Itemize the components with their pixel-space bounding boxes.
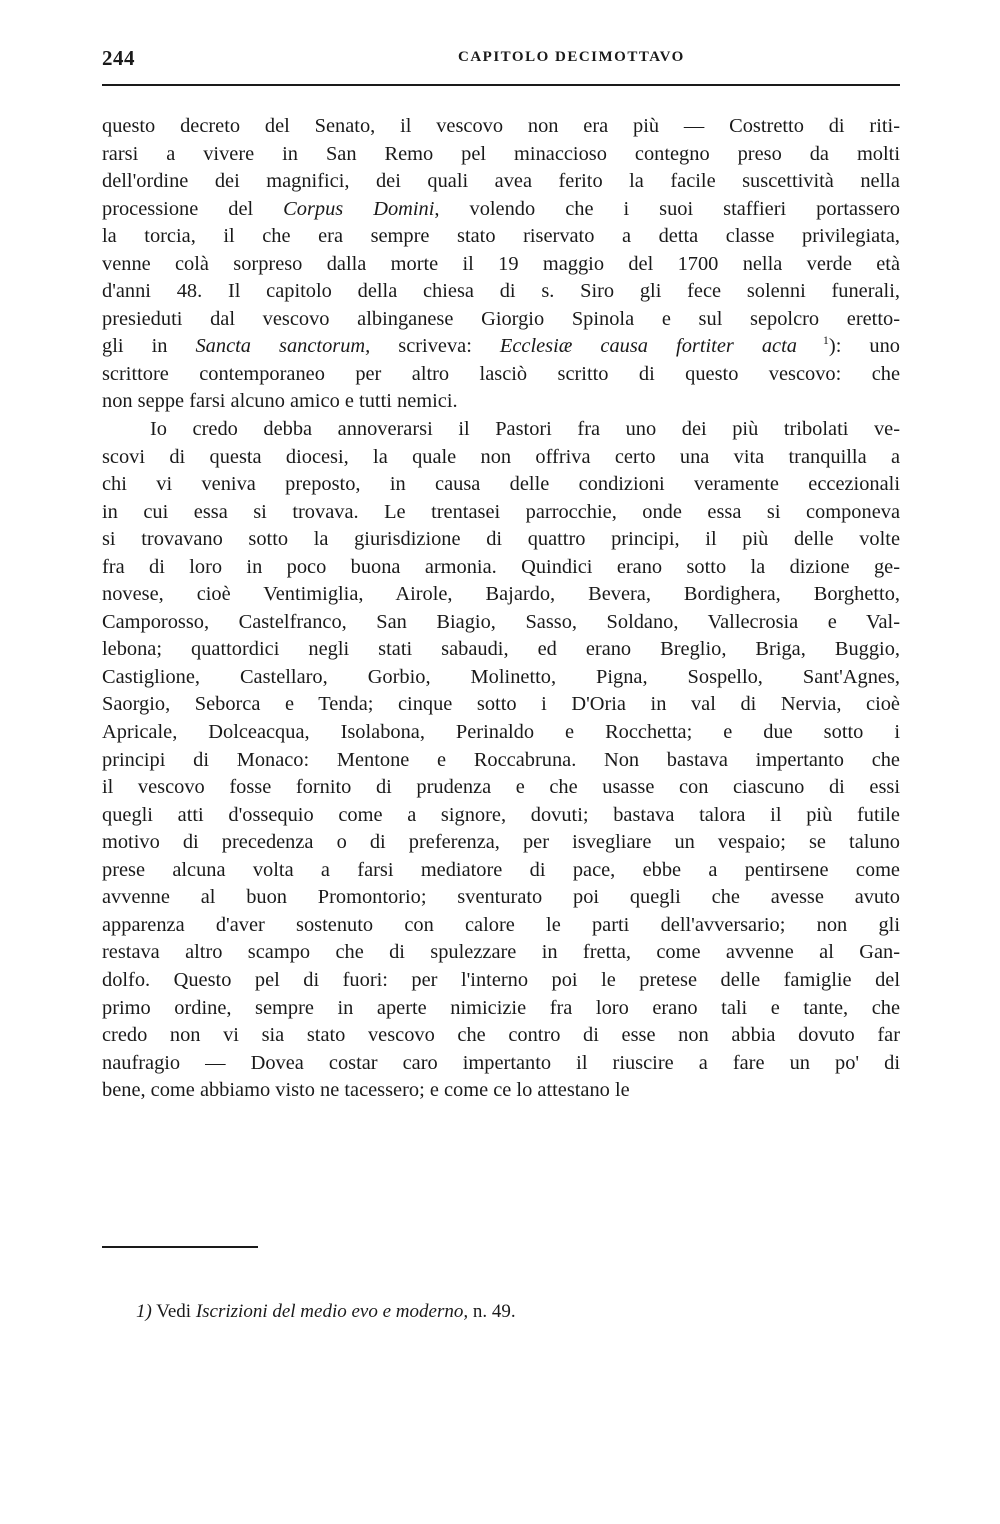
text-line [102, 967, 900, 995]
text-segment: dell'ordine dei magnifici, dei quali avea ferito la facile suscettività nella [102, 170, 900, 193]
text-line [102, 251, 900, 279]
text-segment: Apricale, Dolceacqua, Isolabona, Perinaldo e Rocchetta; e due sotto i [102, 721, 900, 744]
text-segment: primo ordine, sempre in aperte nimicizie fra loro erano tali e tante, che [102, 996, 900, 1019]
text-line [102, 609, 900, 637]
text-segment: lebona; quattordici negli stati sabaudi, ed erano Breglio, Briga, Buggio, [102, 638, 900, 661]
text-segment: chi vi veniva preposto, in causa delle condizioni veramente eccezionali [102, 473, 900, 496]
text-segment: Castiglione, Castellaro, Gorbio, Molinetto, Pigna, Sospello, Sant'Agnes, [102, 665, 900, 688]
text-segment: prese alcuna volta a farsi mediatore di pace, ebbe a pentirsene come [102, 858, 900, 881]
text-segment: presieduti dal vescovo albinganese Giorgio Spinola e sul sepolcro eretto- [102, 307, 900, 330]
text-segment: il vescovo fosse fornito di prudenza e che usasse con ciascuno di essi [102, 776, 900, 799]
text-line [102, 802, 900, 830]
text-line [102, 168, 900, 196]
text-line [102, 333, 900, 361]
paragraph [102, 113, 900, 416]
text-line [102, 829, 900, 857]
text-line [102, 747, 900, 775]
text-segment: ): uno [828, 335, 901, 358]
text-line [102, 1022, 900, 1050]
text-line [102, 196, 900, 224]
text-line [102, 995, 900, 1023]
text-line [102, 416, 900, 444]
text-segment: non seppe farsi alcuno amico e tutti nemici. [102, 390, 458, 413]
text-line [102, 884, 900, 912]
text-segment: scovi di questa diocesi, la quale non offriva certo una vita tranquilla a [102, 445, 900, 468]
italic-text: Sancta sanctorum, [195, 335, 371, 358]
text-segment: naufragio — Dovea costar caro impertanto il riuscire a fare un po' di [102, 1051, 900, 1074]
text-line [102, 113, 900, 141]
text-line [102, 471, 900, 499]
header-rule [102, 84, 900, 86]
text-segment: scrittore contemporaneo per altro lasciò scritto di questo vescovo: che [102, 362, 900, 385]
text-segment: Camporosso, Castelfranco, San Biagio, Sasso, Soldano, Vallecrosia e Val- [102, 610, 900, 633]
text-line [102, 691, 900, 719]
footnote-rule [102, 1246, 258, 1248]
page-number: 244 [102, 46, 135, 70]
running-head: CAPITOLO DECIMOTTAVO [458, 49, 685, 65]
text-segment: , volendo che i suoi staffieri portassero [434, 197, 900, 220]
text-line [102, 581, 900, 609]
text-segment: questo decreto del Senato, il vescovo non era più — Costretto di riti- [102, 115, 900, 137]
text-segment: apparenza d'aver sostenuto con calore le parti dell'avversario; non gli [102, 913, 900, 936]
paragraph [102, 416, 900, 1105]
italic-text: Ecclesiæ causa fortiter acta [499, 335, 797, 358]
text-line [102, 636, 900, 664]
body-text [102, 113, 900, 1105]
footnote-text-after: n. 49. [468, 1301, 516, 1322]
text-line [102, 719, 900, 747]
text-line [102, 526, 900, 554]
text-segment: quegli atti d'ossequio come a signore, dovuti; bastava talora il più futile [102, 803, 900, 826]
text-segment: in cui essa si trovava. Le trentasei parrocchie, onde essa si componeva [102, 500, 900, 523]
footnote-ref: 1 [796, 333, 829, 348]
text-line [102, 857, 900, 885]
text-segment: rarsi a vivere in San Remo pel minaccioso contegno preso da molti [102, 142, 900, 165]
text-segment: gli in [102, 335, 196, 358]
text-segment: Saorgio, Seborca e Tenda; cinque sotto i D'Oria in val di Nervia, cioè [102, 693, 900, 716]
text-segment: venne colà sorpreso dalla morte il 19 maggio del 1700 nella verde età [102, 252, 900, 275]
text-segment: bene, come abbiamo visto ne tacessero; e come ce lo attestano le [102, 1079, 630, 1102]
footnote-text-before: Vedi [151, 1301, 196, 1322]
text-line [102, 388, 900, 416]
text-segment: motivo di precedenza o di preferenza, per isvegliare un vespaio; se taluno [102, 831, 900, 854]
text-line [102, 499, 900, 527]
text-segment: scriveva: [370, 335, 500, 358]
footnote-marker: 1) [136, 1301, 152, 1322]
text-segment: novese, cioè Ventimiglia, Airole, Bajardo, Bevera, Bordighera, Borghetto, [102, 583, 900, 606]
text-line [102, 554, 900, 582]
text-line [102, 912, 900, 940]
text-segment: la torcia, il che era sempre stato riservato a detta classe privilegiata, [102, 225, 900, 248]
text-segment: processione del [102, 197, 284, 220]
text-segment: dolfo. Questo pel di fuori: per l'interno poi le pretese delle famiglie del [102, 968, 900, 991]
text-segment: Io credo debba annoverarsi il Pastori fra uno dei più tribolati ve- [150, 418, 900, 441]
text-line [102, 1077, 900, 1105]
text-line [102, 1050, 900, 1078]
text-line [102, 774, 900, 802]
footnote [136, 1300, 516, 1324]
text-line [102, 306, 900, 334]
text-line [102, 141, 900, 169]
text-segment: si trovavano sotto la giurisdizione di quattro principi, il più delle volte [102, 528, 900, 551]
page-header [102, 46, 900, 78]
text-line [102, 361, 900, 389]
text-line [102, 444, 900, 472]
text-line [102, 278, 900, 306]
text-segment: d'anni 48. Il capitolo della chiesa di s. Siro gli fece solenni funerali, [102, 280, 900, 303]
text-segment: credo non vi sia stato vescovo che contro di esse non abbia dovuto far [102, 1024, 900, 1047]
footnote-title: Iscrizioni del medio evo e moderno, [195, 1301, 469, 1322]
text-line [102, 664, 900, 692]
italic-text: Corpus Domini [283, 197, 435, 220]
text-segment: principi di Monaco: Mentone e Roccabruna. Non bastava impertanto che [102, 748, 900, 771]
text-segment: fra di loro in poco buona armonia. Quindici erano sotto la dizione ge- [102, 555, 900, 578]
text-segment: avvenne al buon Promontorio; sventurato poi quegli che avesse avuto [102, 886, 900, 909]
text-segment: restava altro scampo che di spulezzare in fretta, come avvenne al Gan- [102, 941, 900, 964]
text-line [102, 939, 900, 967]
text-line [102, 223, 900, 251]
